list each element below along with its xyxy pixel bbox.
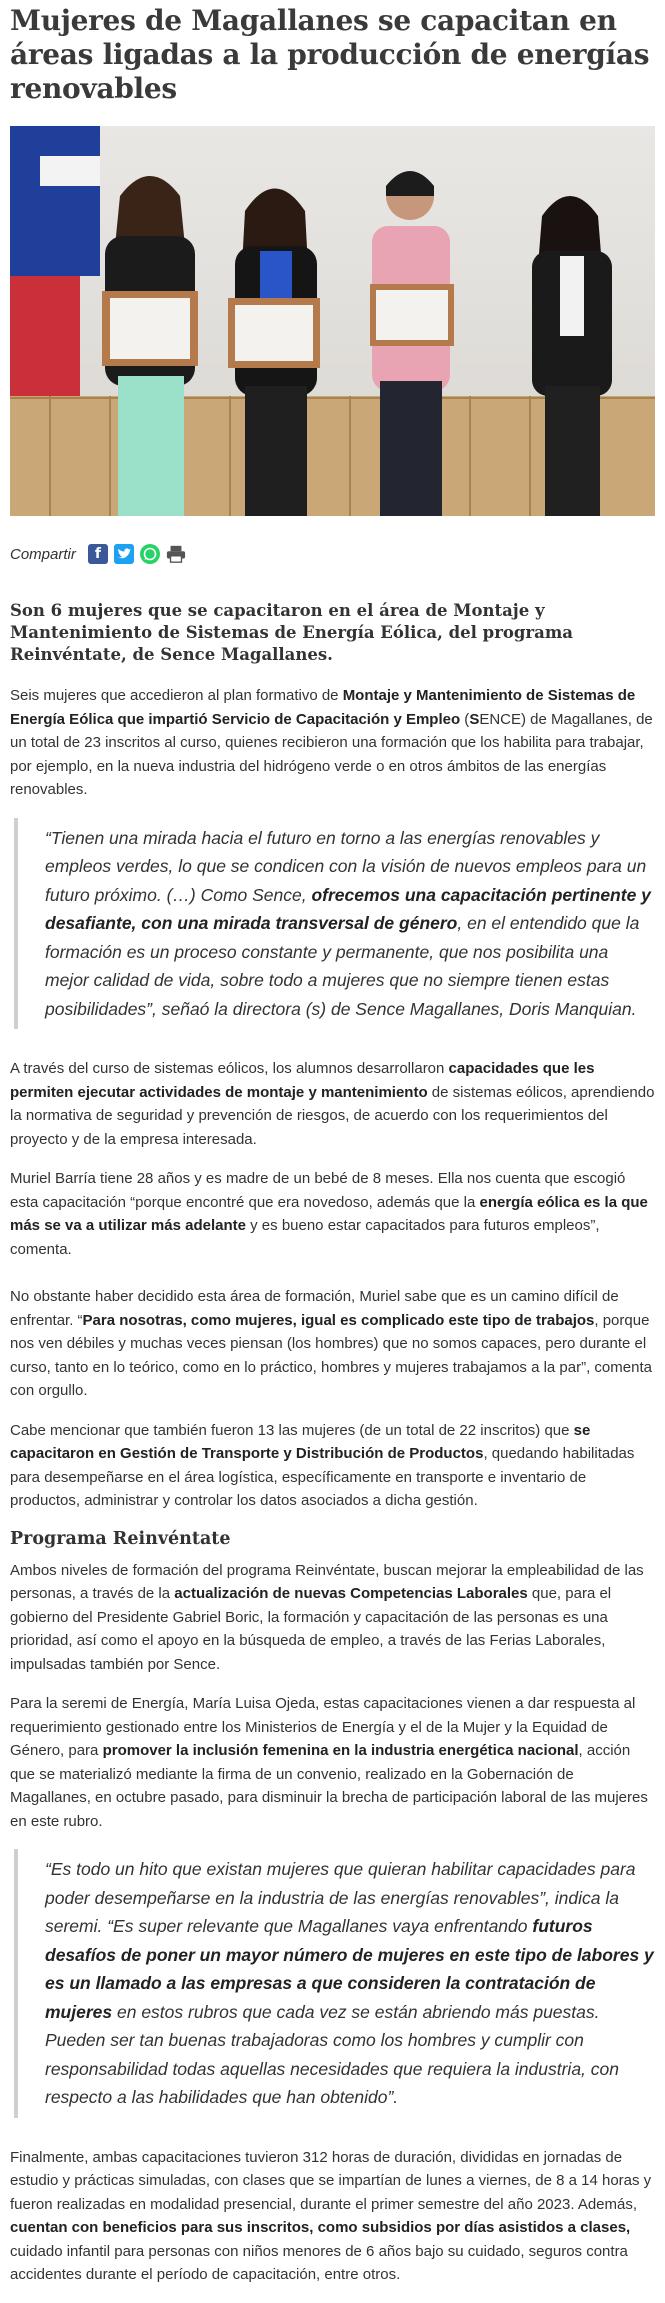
paragraph-4 <box>10 1285 655 1403</box>
text-span: ENCE) de Magallanes, de un total de 23 inscritos al curso, quienes recibieron una formación que los habilita para trabajar, por ejemplo, en la nueva industria del hidrógeno verde o en otros ámbitos de las energías renovables. <box>10 710 653 798</box>
bold-text: futuros desafíos de poner un mayor número de mujeres en este tipo de labores y es un llamado a las empresas a que consideren la contratación de mujeres <box>45 1916 654 2022</box>
text-span: “Es todo un hito que existan mujeres que quieran habilitar capacidades para poder desempeñarse en la industria de las energías renovables”, indica la seremi. “Es super relevante que Magallanes vaya enfrentando <box>45 1859 636 1936</box>
text-span: ( <box>460 710 470 728</box>
text-span: Finalmente, ambas capacitaciones tuvieron 312 horas de duración, divididas en jornadas de estudio y prácticas simuladas, con clases que se impartían de lunes a viernes, de 8 a 14 horas y fueron realizadas en modalidad presencial, durante el primer semestre del año 2023. Además, <box>10 2148 652 2213</box>
text-span: Ambos niveles de formación del programa Reinvéntate, buscan mejorar la empleabilidad de las personas, a través de la <box>10 1561 644 1602</box>
text-span: que, para el gobierno del Presidente Gabriel Boric, la formación y capacitación de las personas es una prioridad, así como el apoyo en la búsqueda de empleo, a través de las Ferias Laborales, impulsadas también por Sence. <box>10 1585 612 1673</box>
paragraph-2 <box>10 1057 655 1151</box>
spacer <box>10 1277 655 1285</box>
twitter-icon[interactable] <box>114 544 134 564</box>
paragraph-1 <box>10 684 655 802</box>
text-span: cuidado infantil para personas con niños menores de 6 años bajo su cuidado, seguros contra accidentes durante el período de capacitación, entre otros. <box>10 2242 628 2283</box>
text-span: de sistemas eólicos, aprendiendo la normativa de seguridad y prevención de riesgos, de acuerdo con los requerimientos del proyecto y de la empresa interesada. <box>10 1083 655 1148</box>
bold-text: Para nosotras, como mujeres, igual es complicado este tipo de trabajos <box>82 1311 595 1329</box>
text-span: Muriel Barría tiene 28 años y es madre de un bebé de 8 meses. Ella nos cuenta que escogió esta capacitación “porque encontré que era novedoso, además que la <box>10 1170 626 1211</box>
section-heading: Programa Reinvéntate <box>10 1528 231 1549</box>
paragraph-8 <box>10 2146 655 2287</box>
text-span: , quedando habilitadas para desempeñarse en el área logística, específicamente en transporte e inventario de productos, administrar y controlar los datos asociados a dicha gestión. <box>10 1445 635 1509</box>
bold-text: actualización de nuevas Competencias Laborales <box>174 1585 528 1602</box>
bold-text: energía eólica es la que más se va a utilizar más adelante <box>10 1193 648 1234</box>
hero-photo-illustration <box>10 126 655 516</box>
text-span: , acción que se materializó mediante la firma de un convenio, realizado en la Gobernación de Magallanes, en octubre pasado, para disminuir la brecha de participación laboral de las mujeres en este rubro. <box>10 1742 648 1830</box>
article-title: Mujeres de Magallanes se capacitan en áreas ligadas a la producción de energías renovables <box>10 4 650 105</box>
whatsapp-icon[interactable] <box>140 544 160 564</box>
paragraph-5 <box>10 1419 655 1513</box>
bold-text: cuentan con beneficios para sus inscritos, como subsidios por días asistidos a clases, <box>10 2219 631 2236</box>
print-icon[interactable] <box>166 544 186 564</box>
share-label: Compartir <box>10 545 76 563</box>
paragraph-7 <box>10 1692 655 1833</box>
text-span: , porque nos ven débiles y muchas veces piensan (los hombres) que no somos capaces, pero durante el curso, tanto en lo teórico, como en lo práctico, hombres y mujeres trabajamos a la par”, comenta con orgullo. <box>10 1311 652 1399</box>
quote-2 <box>14 1849 655 2118</box>
facebook-icon[interactable]: f <box>88 544 108 564</box>
article <box>0 4 665 2287</box>
text-span: , en el entendido que la formación es un proceso constante y permanente, que nos posibilita una mejor calidad de vida, sobre todo a mujeres que no siempre tienen estas posibilidades”, señaó la directora (s) de Sence Magallanes, Doris Manquian. <box>45 913 640 1019</box>
paragraph-6 <box>10 1559 655 1677</box>
quote-1 <box>14 818 655 1030</box>
text-span: No obstante haber decidido esta área de formación, Muriel sabe que es un camino difícil de enfrentar. “ <box>10 1288 619 1329</box>
paragraph-3 <box>10 1167 655 1261</box>
text-span: Cabe mencionar que también fueron 13 las mujeres (de un total de 22 inscritos) que <box>10 1421 574 1439</box>
bold-text: se capacitaron en Gestión de Transporte y Distribución de Productos <box>10 1421 591 1462</box>
article-lead: Son 6 mujeres que se capacitaron en el área de Montaje y Mantenimiento de Sistemas de Energía Eólica, del programa Reinvéntate, de Sence Magallanes. <box>10 601 573 664</box>
bold-text: ofrecemos una capacitación pertinente y desafiante, con una mirada transversal de género <box>45 884 651 933</box>
share-bar <box>10 544 655 564</box>
text-span: Para la seremi de Energía, María Luisa Ojeda, estas capacitaciones vienen a dar respuesta al requerimiento gestionado entre los Ministerios de Energía y el de la Mujer y la Equidad de Género, para <box>10 1695 636 1759</box>
bold-text: capacidades que les permiten ejecutar actividades de montaje y mantenimiento <box>10 1060 595 1101</box>
bold-text: promover la inclusión femenina en la industria energética nacional <box>102 1742 579 1759</box>
text-span: “Tienen una mirada hacia el futuro en torno a las energías renovables y empleos verdes, lo que se condicen con la visión de nuevos empleos para un futuro próximo. (…) Como Sence, <box>45 827 647 905</box>
text-span: y es bueno estar capacitados para futuros empleos”, comenta. <box>10 1217 600 1258</box>
text-span: A través del curso de sistemas eólicos, los alumnos desarrollaron <box>10 1060 449 1077</box>
bold-text: S <box>469 710 480 728</box>
bold-text: Montaje y Mantenimiento de Sistemas de Energía Eólica que impartió Servicio de Capacitación y Empleo <box>10 687 636 728</box>
text-span: en estos rubros que cada vez se están abriendo más puestas. Pueden ser tan buenas trabajadoras como los hombres y cumplir con responsabilidad todas aquellas necesidades que requiera la industria, con respecto a las habilidades que han obtenido”. <box>45 2001 619 2107</box>
hero-photo <box>10 126 655 516</box>
text-span: Seis mujeres que accedieron al plan formativo de <box>10 687 343 704</box>
